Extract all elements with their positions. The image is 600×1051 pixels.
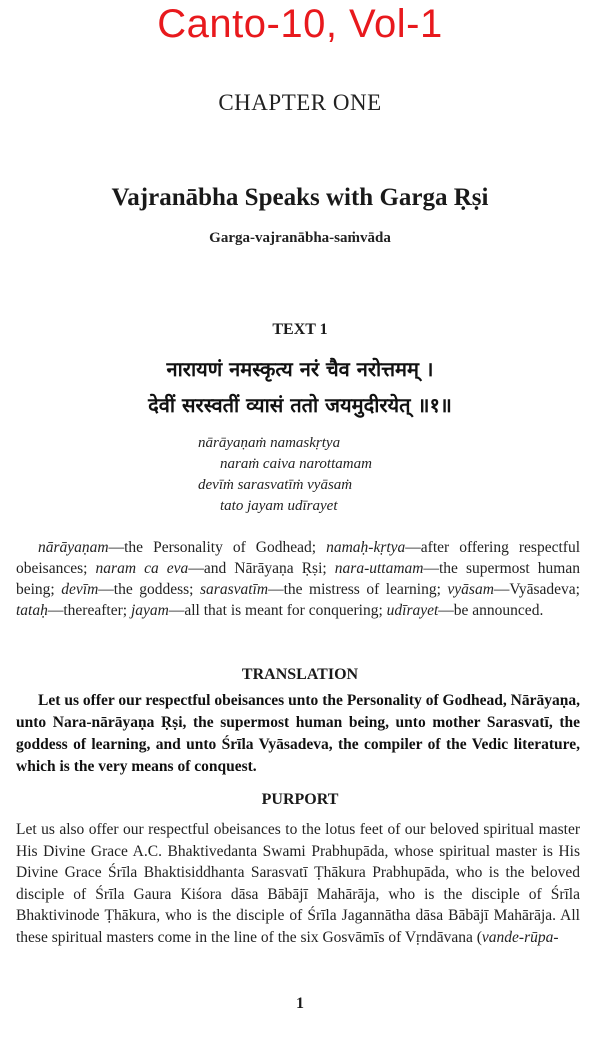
transliterated-verse bbox=[198, 433, 578, 517]
synonym-term: udīrayet bbox=[386, 602, 439, 619]
purport-italic-tail: vande-rūpa- bbox=[481, 928, 559, 946]
verse-line-2: naraṁ caiva narottamam bbox=[220, 456, 372, 472]
synonym-meaning: —the mistress of learning; bbox=[268, 581, 448, 598]
purport-heading: PURPORT bbox=[261, 791, 339, 808]
synonym-meaning: —Vyāsadeva; bbox=[493, 581, 580, 598]
word-for-word-synonyms bbox=[16, 537, 580, 621]
devanagari-line-2: देवीं सरस्वतीं व्यासं ततो जयमुदीरयेत् ॥१॥ bbox=[148, 393, 452, 417]
synonym-meaning: —thereafter; bbox=[47, 602, 131, 619]
synonym-term: namaḥ-kṛtya bbox=[326, 539, 406, 556]
synonym-meaning: —be announced. bbox=[438, 602, 544, 619]
verse-line-1: nārāyaṇaṁ namaskṛtya bbox=[198, 435, 341, 451]
synonym-term: sarasvatīm bbox=[200, 581, 269, 598]
devanagari-line-1: नारायणं नमस्कृत्य नरं चैव नरोत्तमम् । bbox=[166, 357, 434, 381]
synonym-term: vyāsam bbox=[447, 581, 494, 598]
chapter-subtitle: Garga-vajranābha-saṁvāda bbox=[209, 230, 391, 246]
translation-heading: TRANSLATION bbox=[241, 666, 359, 683]
translation-text: Let us offer our respectful obeisances unto the Personality of Godhead, Nārāyaṇa, unto Nara-nārāyaṇa Ṛṣi, the supermost human being, unto mother Sarasvatī, the goddess of learning, and unto Śrīla Vyāsadeva, the compiler of the Vedic literature, which is the very means of conquest. bbox=[16, 692, 580, 775]
synonym-meaning: —the supermost human being; bbox=[16, 560, 580, 598]
synonym-term: jayam bbox=[130, 602, 169, 619]
synonym-meaning: —all that is meant for conquering; bbox=[168, 602, 387, 619]
purport-body: Let us also offer our respectful obeisances to the lotus feet of our beloved spiritual master His Divine Grace A.C. Bhaktivedanta Swami Prabhupāda, whose spiritual master is His Divine Grace Śrīla Bhaktisiddhanta Sarasvatī Ṭhākura Prabhupāda, who is the beloved disciple of Śrīla Gaura Kiśora dāsa Bābājī Mahārāja, who is the disciple of Śrīla Bhaktivinode Ṭhākura, who is the disciple of Śrīla Jagannātha dāsa Bābājī Mahārāja. All these spiritual masters come in the line of the six Gosvāmīs of Vṛndāvana ( bbox=[16, 821, 580, 946]
synonym-term: devīm bbox=[61, 581, 99, 598]
canto-banner: Canto-10, Vol-1 bbox=[157, 2, 443, 46]
synonym-term: nārāyaṇam bbox=[38, 539, 109, 556]
page-number: 1 bbox=[296, 995, 304, 1012]
chapter-title: Vajranābha Speaks with Garga Ṛṣi bbox=[111, 184, 489, 211]
synonym-meaning: —the goddess; bbox=[98, 581, 201, 598]
synonym-meaning: —after offering respectful obeisances; bbox=[16, 539, 580, 577]
purport-text bbox=[16, 819, 580, 948]
synonym-term: nara-uttamam bbox=[334, 560, 424, 577]
synonym-meaning: —the Personality of Godhead; bbox=[108, 539, 327, 556]
text-number-heading: TEXT 1 bbox=[272, 321, 328, 338]
synonym-term: naram ca eva bbox=[95, 560, 189, 577]
verse-line-4: tato jayam udīrayet bbox=[220, 498, 338, 514]
verse-line-3: devīṁ sarasvatīṁ vyāsaṁ bbox=[198, 477, 353, 493]
synonym-meaning: —and Nārāyaṇa Ṛṣi; bbox=[188, 560, 335, 577]
synonym-term: tataḥ bbox=[16, 602, 48, 619]
chapter-label: CHAPTER ONE bbox=[218, 90, 382, 115]
